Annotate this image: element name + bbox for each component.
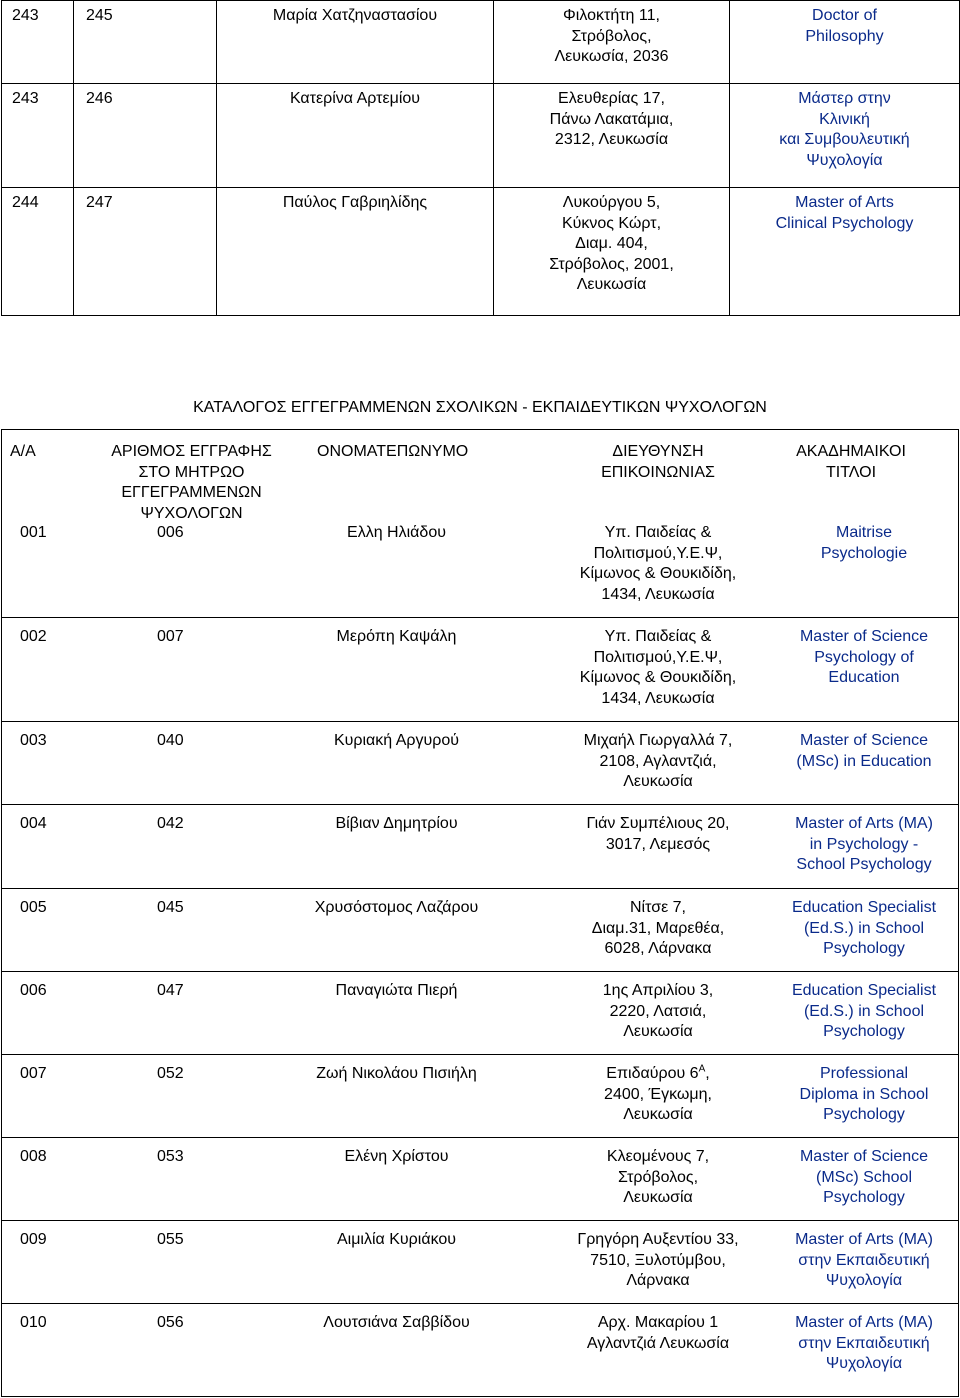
name-cell: Λουτσιάνα Σαββίδου [323, 1314, 470, 1331]
reg-cell: 006 [157, 524, 184, 541]
address-cell: Κλεομένους 7, Στρόβολος, Λευκωσία [606, 1148, 710, 1206]
name-cell: Μαρία Χατζηναστασίου [217, 1, 494, 84]
degree-cell: Education Specialist (Ed.S.) in School Psychology [791, 899, 937, 957]
degree-cell: Master of Science (MSc) in Education [796, 732, 932, 770]
degree-cell: Master of Arts (MA) στην Εκπαιδευτική Ψυχολογία [795, 1314, 933, 1372]
address-cell: 1ης Απριλίου 3, 2220, Λατσιά, Λευκωσία [602, 982, 714, 1040]
row-divider [2, 804, 958, 805]
address-cell: Ελευθερίας 17, Πάνω Λακατάμια, 2312, Λευκωσία [494, 84, 730, 188]
degree-cell: Master of Arts (MA) στην Εκπαιδευτική Ψυχολογία [795, 1231, 933, 1289]
address-line: Επιδαύρου 6 [606, 1065, 699, 1082]
row-divider [2, 1303, 958, 1304]
aa-cell: 002 [20, 628, 47, 645]
aa-cell: 005 [20, 899, 47, 916]
degree-cell: Master of Science (MSc) School Psychology [799, 1148, 929, 1206]
reg-cell: 040 [157, 732, 184, 749]
page-title: ΚΑΤΑΛΟΓΟΣ ΕΓΓΕΓΡΑΜΜΕΝΩΝ ΣΧΟΛΙΚΩΝ - ΕΚΠΑΙΔΕΥΤΙΚΩΝ ΨΥΧΟΛΟΓΩΝ [193, 399, 767, 416]
aa-cell: 004 [20, 815, 47, 832]
reg-cell: 247 [74, 188, 217, 316]
address-cell: Φιλοκτήτη 11, Στρόβολος, Λευκωσία, 2036 [494, 1, 730, 84]
name-cell: Κατερίνα Αρτεμίου [217, 84, 494, 188]
records-grid [1, 429, 959, 1397]
row-divider [2, 617, 958, 618]
name-cell: Βίβιαν Δημητρίου [335, 815, 458, 832]
table-row [2, 1, 960, 84]
header-address: ΔΙΕΥΘΥΝΣΗ ΕΠΙΚΟΙΝΩΝΙΑΣ [601, 443, 715, 481]
address-cell: Λυκούργου 5, Κύκνος Κώρτ, Διαμ. 404, Στρόβολος, 2001, Λευκωσία [494, 188, 730, 316]
row-divider [2, 971, 958, 972]
aa-cell: 244 [2, 188, 74, 316]
aa-cell: 008 [20, 1148, 47, 1165]
aa-cell: 006 [20, 982, 47, 999]
aa-cell: 007 [20, 1065, 47, 1082]
name-cell: Αιμιλία Κυριάκου [336, 1231, 457, 1248]
name-cell: Μερόπη Καψάλη [336, 628, 457, 645]
address-cell: Γρηγόρη Αυξεντίου 33, 7510, Ξυλοτύμβου, Λάρνακα [577, 1231, 739, 1289]
header-degree: ΑΚΑΔΗΜΑΙΚΟΙ ΤΙΤΛΟΙ [796, 443, 906, 481]
reg-cell: 052 [157, 1065, 184, 1082]
reg-cell: 047 [157, 982, 184, 999]
degree-cell: Professional Diploma in School Psychology [799, 1065, 929, 1123]
address-cell: Υπ. Παιδείας & Πολιτισμού,Υ.Ε.Ψ, Κίμωνος & Θουκιδίδη, 1434, Λευκωσία [579, 628, 737, 707]
table-row [2, 84, 960, 188]
reg-cell: 055 [157, 1231, 184, 1248]
row-divider [2, 1054, 958, 1055]
name-cell: Χρυσόστομος Λαζάρου [314, 899, 479, 916]
row-divider [2, 1137, 958, 1138]
degree-cell: Master of Arts (MA) in Psychology - School Psychology [795, 815, 933, 873]
address-rest: 2400, Έγκωμη, Λευκωσία [604, 1085, 712, 1123]
name-cell: Ελένη Χρίστου [344, 1148, 449, 1165]
table-row [2, 188, 960, 316]
degree-cell: Master of Arts Clinical Psychology [730, 188, 960, 316]
header-reg: ΑΡΙΘΜΟΣ ΕΓΓΡΑΦΗΣ ΣΤΟ ΜΗΤΡΩΟ ΕΓΓΕΓΡΑΜΜΕΝΩΝ ΨΥΧΟΛΟΓΩΝ [111, 443, 272, 522]
address-superscript: Α [698, 1063, 706, 1075]
degree-cell: Education Specialist (Ed.S.) in School Psychology [791, 982, 937, 1040]
aa-cell: 243 [2, 84, 74, 188]
row-divider [2, 721, 958, 722]
aa-cell: 009 [20, 1231, 47, 1248]
address-cell: Επιδαύρου $6^A$, 2400, Έγκωμη, Λευκωσία [604, 1063, 712, 1123]
row-divider [2, 1220, 958, 1221]
aa-cell: 010 [20, 1314, 47, 1331]
degree-cell: Μάστερ στην Κλινική και Συμβουλευτική Ψυχολογία [730, 84, 960, 188]
name-cell: Ζωή Νικολάου Πισιήλη [316, 1065, 477, 1082]
degree-cell: Doctor of Philosophy [730, 1, 960, 84]
aa-cell: 003 [20, 732, 47, 749]
reg-cell: 056 [157, 1314, 184, 1331]
address-cell: Γιάν Συμπέλιους 20, 3017, Λεμεσός [586, 815, 730, 853]
address-cell: Αρχ. Μακαρίου 1 Αγλαντζιά Λευκωσία [586, 1314, 730, 1352]
reg-cell: 053 [157, 1148, 184, 1165]
reg-cell: 245 [74, 1, 217, 84]
degree-cell: Maitrise Psychologie [820, 524, 908, 562]
address-cell: Μιχαήλ Γιωργαλλά 7, 2108, Αγλαντζιά, Λευκωσία [583, 732, 733, 790]
aa-cell: 243 [2, 1, 74, 84]
aa-cell: 001 [20, 524, 47, 541]
reg-cell: 045 [157, 899, 184, 916]
name-cell: Παύλος Γαβριηλίδης [217, 188, 494, 316]
address-cell: Νίτσε 7, Διαμ.31, Μαρεθέα, 6028, Λάρνακα [591, 899, 725, 957]
reg-cell: 246 [74, 84, 217, 188]
header-aa: Α/Α [10, 443, 36, 460]
reg-cell: 042 [157, 815, 184, 832]
name-cell: Κυριακή Αργυρού [333, 732, 460, 749]
reg-cell: 007 [157, 628, 184, 645]
name-cell: Παναγιώτα Πιερή [335, 982, 458, 999]
previous-records-table [1, 0, 960, 316]
row-divider [2, 888, 958, 889]
degree-cell: Master of Science Psychology of Education [799, 628, 929, 686]
name-cell: Ελλη Ηλιάδου [347, 524, 446, 541]
address-cell: Υπ. Παιδείας & Πολιτισμού,Υ.Ε.Ψ, Κίμωνος & Θουκιδίδη, 1434, Λευκωσία [579, 524, 737, 603]
header-name: ΟΝΟΜΑΤΕΠΩΝΥΜΟ [317, 443, 469, 460]
